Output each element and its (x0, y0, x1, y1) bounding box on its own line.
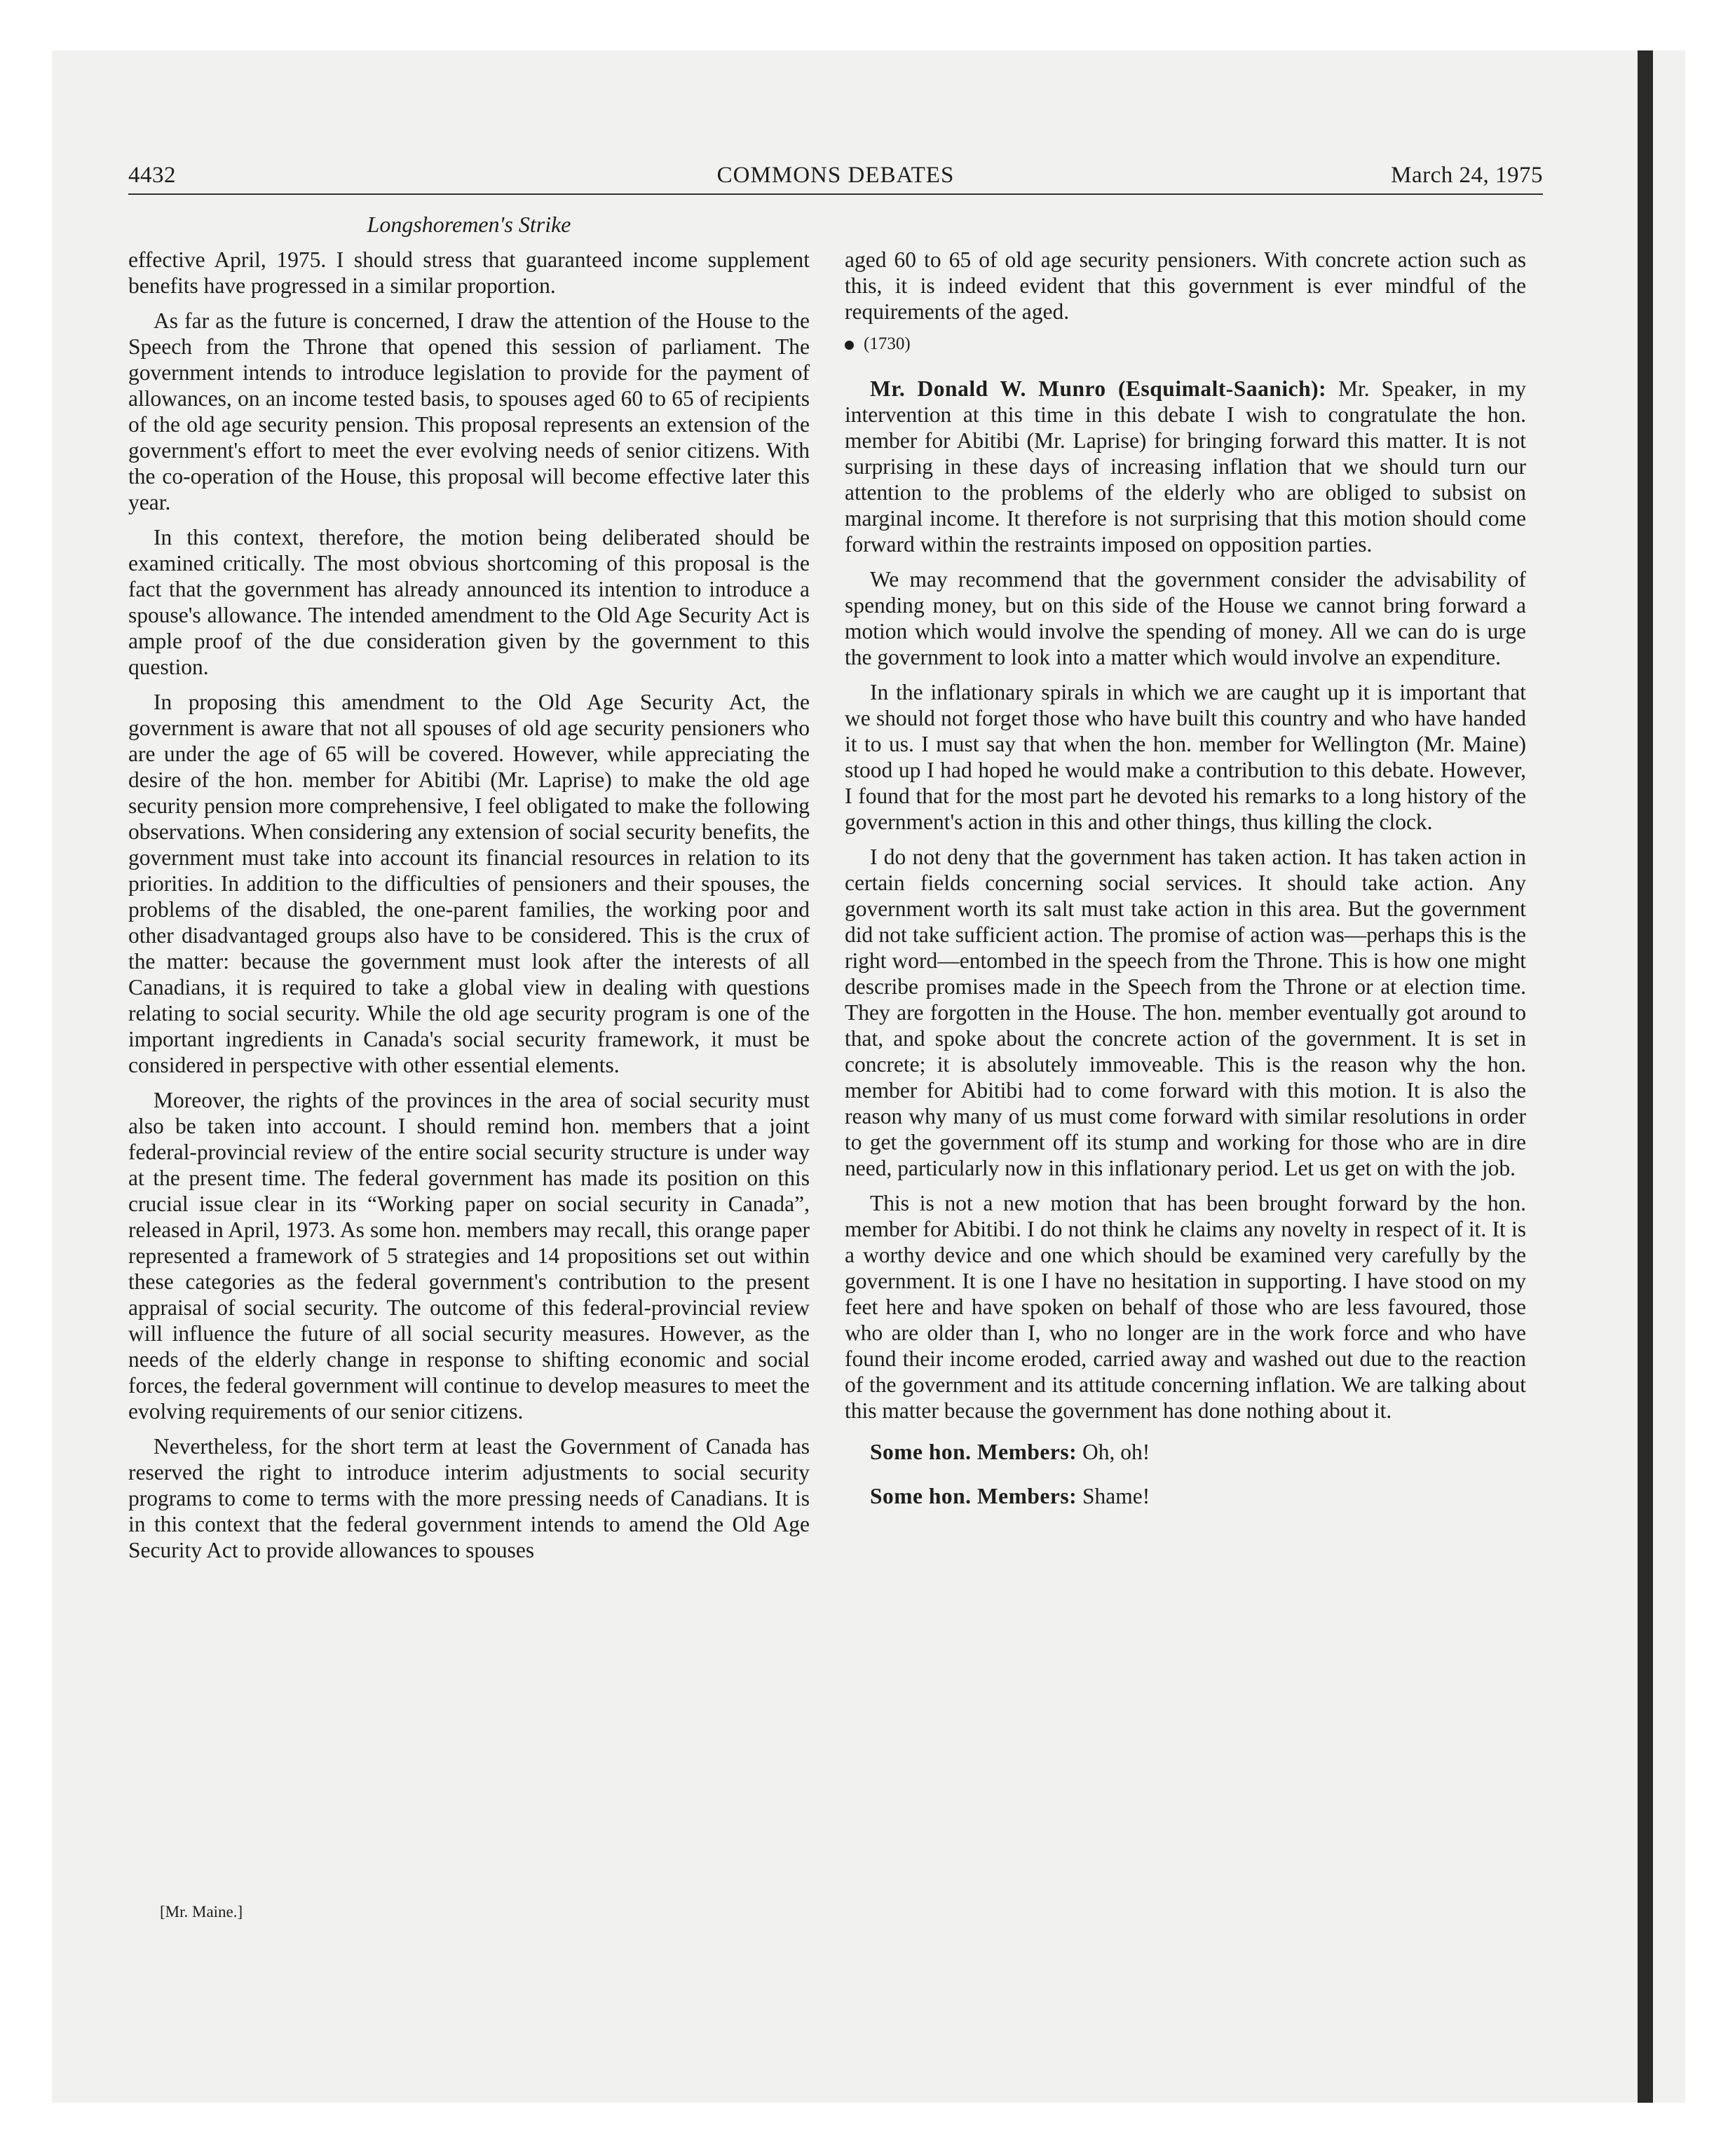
publication-title: COMMONS DEBATES (716, 163, 955, 188)
left-column (128, 247, 810, 1572)
timestamp: (1730) (864, 334, 911, 353)
interjection (870, 1439, 1526, 1465)
paragraph: In the inflationary spirals in which we are caught up it is important that we should not forget those who have built this country and who have handed it to us. I must say that when the hon. member for Wellington (Mr. Maine) stood up I had hoped he would make a contribution to this debate. However, I found that for the most part he devoted his remarks to a long history of the government's action in this and other things, thus killing the clock. (845, 680, 1526, 834)
paragraph: In this context, therefore, the motion being deliberated should be examined critically. The most obvious shortcoming of this proposal is the fact that the government has already announced its intention to introduce a spouse's allowance. The intended amendment to the Old Age Security Act is ample proof of the due consideration given by the government to this question. (128, 525, 810, 679)
interjection-text: Shame! (1077, 1484, 1150, 1508)
page-binding-edge (1638, 50, 1653, 2103)
paragraph: This is not a new motion that has been brought forward by the hon. member for Abitibi. I do not think he claims any novelty in respect of it. It is a worthy device and one which should be examined very carefully by the government. It is one I have no hesitation in supporting. I have stood on my feet here and have spoken on behalf of those who are less favoured, those who are older than I, who no longer are in the work force and who have found their income eroded, carried away and washed out due to the reaction of the government and its attitude concerning inflation. We are talking about this matter because the government has done nothing about it. (845, 1191, 1526, 1423)
paragraph: Moreover, the rights of the provinces in the area of social security must also be taken into account. I should remind hon. members that a joint federal-provincial review of the entire social security structure is under way at the present time. The federal government has made its position on this crucial issue clear in its “Working paper on social security in Canada”, released in April, 1973. As some hon. members may recall, this orange paper represented a framework of 5 strategies and 14 propositions set out within these categories as the federal government's contribution to the present appraisal of social security. The outcome of this federal-provincial review will influence the future of all social security measures. However, as the needs of the elderly change in response to shifting economic and social forces, the federal government will continue to develop measures to meet the evolving requirements of our senior citizens. (128, 1088, 810, 1424)
page-header (128, 163, 1543, 193)
paragraph: As far as the future is concerned, I draw the attention of the House to the Speech from the Throne that opened this session of parliament. The government intends to introduce legislation to provide for the payment of allowances, on an income tested basis, to spouses aged 60 to 65 of recipients of the old age security pension. This proposal represents an extension of the government's effort to meet the ever evolving needs of senior citizens. With the co-operation of the House, this proposal will become effective later this year. (128, 308, 810, 514)
timestamp-marker (845, 334, 1526, 355)
interjection-text: Oh, oh! (1077, 1440, 1150, 1464)
right-column (845, 247, 1526, 1527)
paragraph: effective April, 1975. I should stress that guaranteed income supplement benefits have progressed in a similar proportion. (128, 247, 810, 298)
section-subheading: Longshoremen's Strike (367, 212, 571, 237)
interjection-speaker: Some hon. Members: (870, 1440, 1077, 1464)
interjection (870, 1483, 1526, 1509)
page-number: 4432 (128, 163, 176, 188)
speaker-footnote: [Mr. Maine.] (160, 1903, 243, 1920)
speech-opening (845, 376, 1526, 557)
speech-text: Mr. Speaker, in my intervention at this time in this debate I wish to congratulate the hon. member for Abitibi (Mr. Laprise) for bringing forward this matter. It is not surprising in these days of increasing inflation that we should turn our attention to the problems of the elderly who are obliged to subsist on marginal income. It therefore is not surprising that this motion should come forward within the restraints imposed on opposition parties. (845, 376, 1526, 557)
speaker-name: Mr. Donald W. Munro (Esquimalt-Saanich): (870, 376, 1327, 401)
bullet-icon (845, 341, 854, 350)
paragraph: I do not deny that the government has taken action. It has taken action in certain fields concerning social services. It should take action. Any government worth its salt must take action in this area. But the government did not take sufficient action. The promise of action was—perhaps this is the right word—entombed in the speech from the Throne. This is how one might describe promises made in the Speech from the Throne or at election time. They are forgotten in the House. The hon. member eventually got around to that, and spoke about the concrete action of the government. It is set in concrete; it is absolutely immoveable. This is the reason why the hon. member for Abitibi had to come forward with this motion. It is also the reason why many of us must come forward with similar resolutions in order to get the government off its stump and working for those who are in dire need, particularly now in this inflationary period. Let us get on with the job. (845, 845, 1526, 1180)
interjection-speaker: Some hon. Members: (870, 1484, 1077, 1508)
paragraph: We may recommend that the government consider the advisability of spending money, but on this side of the House we cannot bring forward a motion which would involve the spending of money. All we can do is urge the government to look into a matter which would involve an expenditure. (845, 567, 1526, 669)
paragraph: aged 60 to 65 of old age security pensioners. With concrete action such as this, it is indeed evident that this government is ever mindful of the requirements of the aged. (845, 247, 1526, 324)
paragraph: In proposing this amendment to the Old Age Security Act, the government is aware that not all spouses of old age security pensioners who are under the age of 65 will be covered. However, while appreciating the desire of the hon. member for Abitibi (Mr. Laprise) to make the old age security pension more comprehensive, I feel obligated to make the following observations. When considering any extension of social security benefits, the government must take into account its financial resources in relation to its priorities. In addition to the difficulties of pensioners and their spouses, the problems of the disabled, the one-parent families, the working poor and other disadvantaged groups also have to be considered. This is the crux of the matter: because the government must look after the interests of all Canadians, it is required to take a global view in dealing with questions relating to social security. While the old age security program is one of the important ingredients in Canada's social security framework, it must be considered in perspective with other essential elements. (128, 690, 810, 1077)
paragraph: Nevertheless, for the short term at least the Government of Canada has reserved the right to introduce interim adjustments to social security programs to come to terms with the more pressing needs of Canadians. It is in this context that the federal government intends to amend the Old Age Security Act to provide allowances to spouses (128, 1434, 810, 1562)
page-date: March 24, 1975 (1391, 163, 1543, 188)
header-rule (128, 193, 1543, 195)
